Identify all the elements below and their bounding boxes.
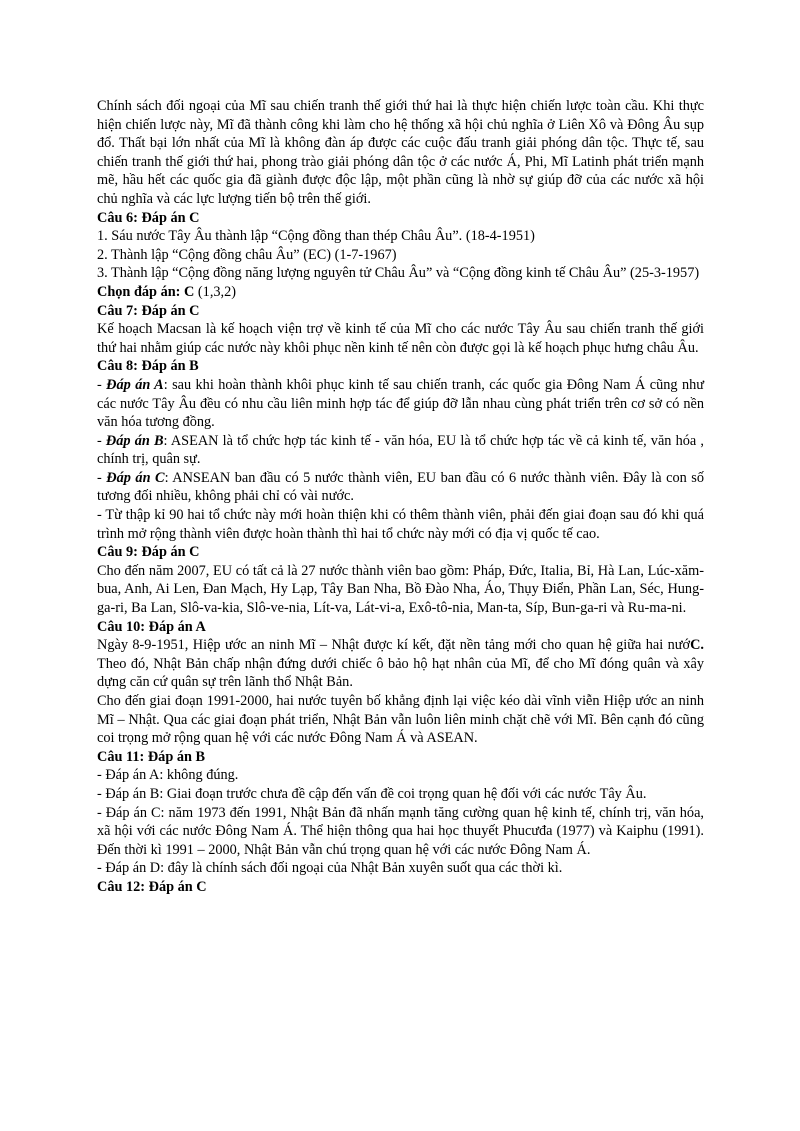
q10-paragraph-1 <box>97 636 704 692</box>
q8-option-d: - Từ thập kỉ 90 hai tổ chức này mới hoàn thiện khi có thêm thành viên, phải đến giai đoạn sau đó khi quá trình mở rộng thành viên được hoàn thành thì hai tổ chức này mới có địa vị quốc tế cao. <box>97 507 704 542</box>
document-page <box>97 97 704 897</box>
q9-heading: Câu 9: Đáp án C <box>97 544 200 561</box>
q8-option-b <box>97 432 704 469</box>
q11-option-a: - Đáp án A: không đúng. <box>97 767 239 784</box>
q6-choice-rest: (1,3,2) <box>194 283 237 300</box>
q8-b-prefix: - <box>97 432 106 449</box>
q8-a-text: : sau khi hoàn thành khôi phục kinh tế sau chiến tranh, các quốc gia Đông Nam Á cũng như các nước Tây Âu đều có nhu cầu liên minh hợp tác để giúp đỡ lẫn nhau cùng phát triển trên cơ sở có nền văn hóa tương đồng. <box>97 376 705 431</box>
q6-line-3: 3. Thành lập “Cộng đồng năng lượng nguyên tử Châu Âu” và “Cộng đồng kinh tế Châu Âu” (25-3-1957) <box>97 265 700 282</box>
q10-p1-a: Ngày 8-9-1951, Hiệp ước an ninh Mĩ – Nhật được kí kết, đặt nền tảng mới cho quan hệ giữa hai nướ <box>97 637 691 654</box>
q6-choice-label: Chọn đáp án: C <box>97 283 195 300</box>
q8-a-prefix: - <box>97 376 107 393</box>
q10-p1-b: C. <box>690 637 704 654</box>
q11-option-c: - Đáp án C: năm 1973 đến 1991, Nhật Bản đã nhấn mạnh tăng cường quan hệ kinh tế, chính trị, văn hóa, xã hội với các nước Đông Nam Á. Thể hiện thông qua hai học thuyết Phucưđa (1977) và Kaiphu (1991). Đến thời kì 1991 – 2000, Nhật Bản vẫn chú trọng quan hệ với các nước Đông Nam Á. <box>97 804 704 858</box>
q8-a-label: Đáp án A <box>106 376 164 393</box>
q8-heading: Câu 8: Đáp án B <box>97 358 199 375</box>
q8-option-a <box>97 376 704 432</box>
q11-option-d: - Đáp án D: đây là chính sách đối ngoại của Nhật Bản xuyên suốt qua các thời kì. <box>97 860 563 877</box>
q6-heading: Câu 6: Đáp án C <box>97 209 200 226</box>
q8-b-label: Đáp án B <box>105 432 164 449</box>
q10-p1-c: Theo đó, Nhật Bản chấp nhận đứng dưới chiếc ô bảo hộ hạt nhân của Mĩ, để cho Mĩ đóng quân và xây dựng căn cứ quân sự trên lãnh thổ Nhật Bản. <box>97 655 704 691</box>
q6-line-1: 1. Sáu nước Tây Âu thành lập “Cộng đồng than thép Châu Âu”. (18-4-1951) <box>97 228 535 245</box>
intro-paragraph: Chính sách đối ngoại của Mĩ sau chiến tranh thế giới thứ hai là thực hiện chiến lược toàn cầu. Khi thực hiện chiến lược này, Mĩ đã thành công khi làm cho hệ thống xã hội chủ nghĩa ở Liên Xô và Đông Âu sụp đổ. Thất bại lớn nhất của Mĩ là không đàn áp được các cuộc đấu tranh giải phóng dân tộc. Thực tế, sau chiến tranh thế giới thứ hai, phong trào giải phóng dân tộc ở các nước Á, Phi, Mĩ Latinh phát triển mạnh mẽ, hầu hết các quốc gia đã giành được độc lập, một phần cũng là nhờ sự giúp đỡ của các nước xã hội chủ nghĩa và các lực lượng tiến bộ trên thế giới. <box>97 98 704 207</box>
q7-text: Kế hoạch Macsan là kế hoạch viện trợ về kinh tế của Mĩ cho các nước Tây Âu sau chiến tranh thế giới thứ hai nhằm giúp các nước này khôi phục nền kinh tế nên còn được gọi là kế hoạch phục hưng châu Âu. <box>97 321 704 356</box>
q8-c-prefix: - <box>97 469 107 486</box>
q6-choice <box>97 283 704 302</box>
q11-option-b: - Đáp án B: Giai đoạn trước chưa đề cập đến vấn đề coi trọng quan hệ đối với các nước Tây Âu. <box>97 785 647 802</box>
q8-c-text: : ANSEAN ban đầu có 5 nước thành viên, EU ban đầu có 6 nước thành viên. Đây là con số tương đối nhiều, không phải chỉ có vài nước. <box>97 469 704 505</box>
q10-heading: Câu 10: Đáp án A <box>97 618 206 635</box>
q9-text: Cho đến năm 2007, EU có tất cả là 27 nước thành viên bao gồm: Pháp, Đức, Italia, Bỉ, Hà Lan, Lúc-xăm-bua, Anh, Ai Len, Đan Mạch, Hy Lạp, Tây Ban Nha, Bồ Đào Nha, Áo, Thụy Điển, Phần Lan, Séc, Hung-ga-ri, Ba Lan, Slô-va-kia, Slô-ve-nia, Lít-va, Lát-vi-a, Exô-tô-nia, Man-ta, Síp, Bun-ga-ri và Ru-ma-ni. <box>97 562 704 617</box>
q10-paragraph-2: Cho đến giai đoạn 1991-2000, hai nước tuyên bố khẳng định lại việc kéo dài vĩnh viễn Hiệp ước an ninh Mĩ – Nhật. Qua các giai đoạn phát triển, Nhật Bản vẫn luôn liên minh chặt chẽ với Mĩ. Bên cạnh đó cũng coi trọng mở rộng quan hệ với các nước Đông Nam Á và ASEAN. <box>97 693 704 747</box>
q12-heading: Câu 12: Đáp án C <box>97 878 207 895</box>
q11-heading: Câu 11: Đáp án B <box>97 748 206 765</box>
q7-heading: Câu 7: Đáp án C <box>97 302 200 319</box>
q6-line-2: 2. Thành lập “Cộng đồng châu Âu” (EC) (1-7-1967) <box>97 246 397 263</box>
q8-c-label: Đáp án C <box>106 469 165 486</box>
q8-b-text: : ASEAN là tổ chức hợp tác kinh tế - văn hóa, EU là tổ chức hợp tác về cả kinh tế, văn hóa , chính trị, quân sự. <box>97 432 704 468</box>
q8-option-c <box>97 469 704 506</box>
